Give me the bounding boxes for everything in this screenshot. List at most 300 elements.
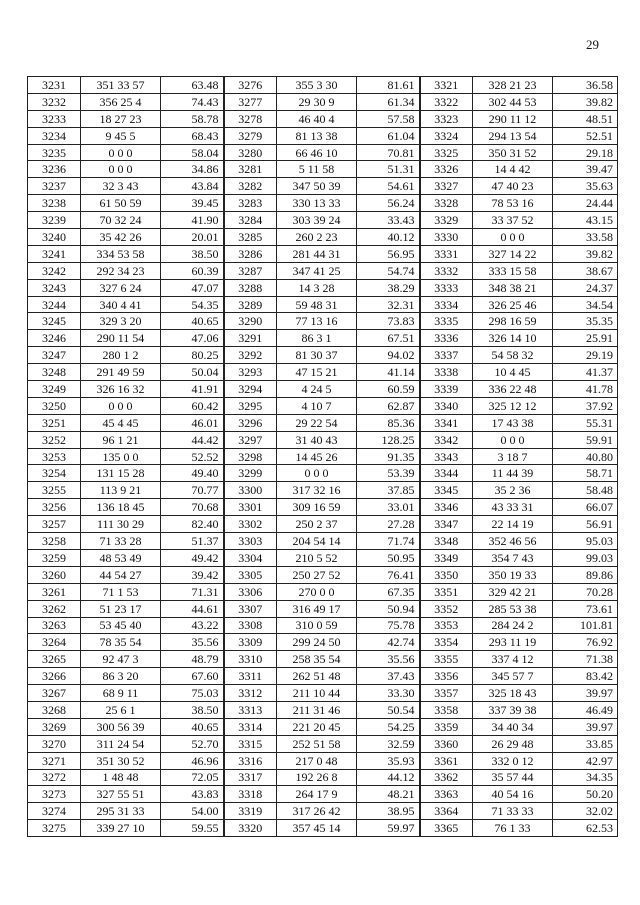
point-number-cell: 3300: [224, 482, 277, 499]
point-number-cell: 3279: [224, 127, 277, 144]
distance-cell: 58.04: [161, 144, 224, 161]
angle-cell: 35 57 44: [473, 769, 553, 786]
point-number-cell: 3298: [224, 448, 277, 465]
distance-cell: 59.55: [161, 820, 224, 837]
angle-cell: 113 9 21: [81, 482, 161, 499]
angle-cell: 135 0 0: [81, 448, 161, 465]
table-row: [28, 718, 618, 735]
point-number-cell: 3240: [28, 229, 81, 246]
distance-cell: 52.70: [161, 735, 224, 752]
distance-cell: 35.35: [553, 313, 618, 330]
angle-cell: 332 0 12: [473, 752, 553, 769]
survey-data-table: [27, 76, 618, 837]
table-row: [28, 110, 618, 127]
point-number-cell: 3255: [28, 482, 81, 499]
angle-cell: 18 27 23: [81, 110, 161, 127]
table-row: [28, 803, 618, 820]
angle-cell: 47 40 23: [473, 178, 553, 195]
distance-cell: 39.82: [553, 245, 618, 262]
table-row: [28, 701, 618, 718]
point-number-cell: 3249: [28, 381, 81, 398]
angle-cell: 45 4 45: [81, 414, 161, 431]
distance-cell: 43.84: [161, 178, 224, 195]
point-number-cell: 3344: [420, 465, 473, 482]
point-number-cell: 3247: [28, 347, 81, 364]
distance-cell: 68.43: [161, 127, 224, 144]
angle-cell: 326 14 10: [473, 330, 553, 347]
distance-cell: 44.61: [161, 600, 224, 617]
angle-cell: 351 30 52: [81, 752, 161, 769]
point-number-cell: 3329: [420, 212, 473, 229]
distance-cell: 82.40: [161, 516, 224, 533]
table-row: [28, 752, 618, 769]
distance-cell: 46.96: [161, 752, 224, 769]
angle-cell: 0 0 0: [277, 465, 357, 482]
point-number-cell: 3238: [28, 195, 81, 212]
angle-cell: 347 50 39: [277, 178, 357, 195]
angle-cell: 336 22 48: [473, 381, 553, 398]
angle-cell: 310 0 59: [277, 617, 357, 634]
table-row: [28, 313, 618, 330]
angle-cell: 285 53 38: [473, 600, 553, 617]
angle-cell: 192 26 8: [277, 769, 357, 786]
point-number-cell: 3248: [28, 364, 81, 381]
distance-cell: 76.92: [553, 634, 618, 651]
point-number-cell: 3303: [224, 533, 277, 550]
table-row: [28, 448, 618, 465]
angle-cell: 61 50 59: [81, 195, 161, 212]
point-number-cell: 3309: [224, 634, 277, 651]
angle-cell: 250 27 52: [277, 566, 357, 583]
distance-cell: 34.86: [161, 161, 224, 178]
angle-cell: 0 0 0: [473, 431, 553, 448]
point-number-cell: 3292: [224, 347, 277, 364]
distance-cell: 70.81: [357, 144, 420, 161]
distance-cell: 33.30: [357, 685, 420, 702]
table-row: [28, 245, 618, 262]
angle-cell: 4 10 7: [277, 397, 357, 414]
distance-cell: 54.25: [357, 718, 420, 735]
table-row: [28, 397, 618, 414]
distance-cell: 54.35: [161, 296, 224, 313]
distance-cell: 32.31: [357, 296, 420, 313]
distance-cell: 83.42: [553, 668, 618, 685]
distance-cell: 66.07: [553, 499, 618, 516]
angle-cell: 337 4 12: [473, 651, 553, 668]
distance-cell: 70.68: [161, 499, 224, 516]
table-row: [28, 127, 618, 144]
point-number-cell: 3333: [420, 279, 473, 296]
point-number-cell: 3250: [28, 397, 81, 414]
angle-cell: 217 0 48: [277, 752, 357, 769]
distance-cell: 42.74: [357, 634, 420, 651]
table-row: [28, 651, 618, 668]
point-number-cell: 3302: [224, 516, 277, 533]
angle-cell: 35 2 36: [473, 482, 553, 499]
angle-cell: 32 3 43: [81, 178, 161, 195]
point-number-cell: 3346: [420, 499, 473, 516]
point-number-cell: 3360: [420, 735, 473, 752]
distance-cell: 42.97: [553, 752, 618, 769]
distance-cell: 35.56: [357, 651, 420, 668]
table-row: [28, 668, 618, 685]
angle-cell: 86 3 1: [277, 330, 357, 347]
point-number-cell: 3334: [420, 296, 473, 313]
distance-cell: 71.31: [161, 583, 224, 600]
angle-cell: 211 31 46: [277, 701, 357, 718]
distance-cell: 58.78: [161, 110, 224, 127]
distance-cell: 49.40: [161, 465, 224, 482]
distance-cell: 70.28: [553, 583, 618, 600]
point-number-cell: 3323: [420, 110, 473, 127]
angle-cell: 29 22 54: [277, 414, 357, 431]
distance-cell: 63.48: [161, 77, 224, 94]
angle-cell: 78 35 54: [81, 634, 161, 651]
angle-cell: 0 0 0: [81, 144, 161, 161]
distance-cell: 33.43: [357, 212, 420, 229]
distance-cell: 44.12: [357, 769, 420, 786]
point-number-cell: 3290: [224, 313, 277, 330]
distance-cell: 43.83: [161, 786, 224, 803]
point-number-cell: 3254: [28, 465, 81, 482]
table-row: [28, 685, 618, 702]
angle-cell: 355 3 30: [277, 77, 357, 94]
point-number-cell: 3237: [28, 178, 81, 195]
angle-cell: 51 23 17: [81, 600, 161, 617]
distance-cell: 33.01: [357, 499, 420, 516]
angle-cell: 356 25 4: [81, 93, 161, 110]
distance-cell: 37.92: [553, 397, 618, 414]
point-number-cell: 3293: [224, 364, 277, 381]
angle-cell: 0 0 0: [81, 397, 161, 414]
point-number-cell: 3354: [420, 634, 473, 651]
angle-cell: 59 48 31: [277, 296, 357, 313]
distance-cell: 94.02: [357, 347, 420, 364]
distance-cell: 91.35: [357, 448, 420, 465]
point-number-cell: 3232: [28, 93, 81, 110]
distance-cell: 38.67: [553, 262, 618, 279]
angle-cell: 14 45 26: [277, 448, 357, 465]
angle-cell: 78 53 16: [473, 195, 553, 212]
angle-cell: 298 16 59: [473, 313, 553, 330]
point-number-cell: 3308: [224, 617, 277, 634]
angle-cell: 26 29 48: [473, 735, 553, 752]
angle-cell: 299 24 50: [277, 634, 357, 651]
point-number-cell: 3336: [420, 330, 473, 347]
point-number-cell: 3234: [28, 127, 81, 144]
point-number-cell: 3258: [28, 533, 81, 550]
angle-cell: 280 1 2: [81, 347, 161, 364]
angle-cell: 131 15 28: [81, 465, 161, 482]
angle-cell: 327 14 22: [473, 245, 553, 262]
distance-cell: 35.56: [161, 634, 224, 651]
point-number-cell: 3269: [28, 718, 81, 735]
distance-cell: 51.37: [161, 533, 224, 550]
point-number-cell: 3266: [28, 668, 81, 685]
angle-cell: 71 33 33: [473, 803, 553, 820]
distance-cell: 59.97: [357, 820, 420, 837]
angle-cell: 260 2 23: [277, 229, 357, 246]
point-number-cell: 3291: [224, 330, 277, 347]
distance-cell: 54.74: [357, 262, 420, 279]
angle-cell: 281 44 31: [277, 245, 357, 262]
distance-cell: 41.91: [161, 381, 224, 398]
angle-cell: 334 53 58: [81, 245, 161, 262]
point-number-cell: 3305: [224, 566, 277, 583]
distance-cell: 38.50: [161, 245, 224, 262]
angle-cell: 326 25 46: [473, 296, 553, 313]
distance-cell: 38.95: [357, 803, 420, 820]
angle-cell: 31 40 43: [277, 431, 357, 448]
distance-cell: 35.93: [357, 752, 420, 769]
distance-cell: 37.43: [357, 668, 420, 685]
point-number-cell: 3352: [420, 600, 473, 617]
point-number-cell: 3331: [420, 245, 473, 262]
point-number-cell: 3338: [420, 364, 473, 381]
point-number-cell: 3282: [224, 178, 277, 195]
distance-cell: 32.02: [553, 803, 618, 820]
table-row: [28, 566, 618, 583]
distance-cell: 39.47: [553, 161, 618, 178]
point-number-cell: 3277: [224, 93, 277, 110]
point-number-cell: 3335: [420, 313, 473, 330]
table-row: [28, 465, 618, 482]
point-number-cell: 3286: [224, 245, 277, 262]
distance-cell: 99.03: [553, 549, 618, 566]
distance-cell: 74.43: [161, 93, 224, 110]
distance-cell: 50.04: [161, 364, 224, 381]
distance-cell: 46.01: [161, 414, 224, 431]
distance-cell: 41.37: [553, 364, 618, 381]
table-row: [28, 482, 618, 499]
angle-cell: 25 6 1: [81, 701, 161, 718]
angle-cell: 330 13 33: [277, 195, 357, 212]
distance-cell: 44.42: [161, 431, 224, 448]
angle-cell: 290 11 12: [473, 110, 553, 127]
point-number-cell: 3271: [28, 752, 81, 769]
distance-cell: 27.28: [357, 516, 420, 533]
distance-cell: 39.97: [553, 685, 618, 702]
distance-cell: 41.90: [161, 212, 224, 229]
point-number-cell: 3301: [224, 499, 277, 516]
angle-cell: 327 55 51: [81, 786, 161, 803]
distance-cell: 95.03: [553, 533, 618, 550]
point-number-cell: 3276: [224, 77, 277, 94]
angle-cell: 4 24 5: [277, 381, 357, 398]
point-number-cell: 3339: [420, 381, 473, 398]
distance-cell: 39.45: [161, 195, 224, 212]
distance-cell: 54.61: [357, 178, 420, 195]
point-number-cell: 3233: [28, 110, 81, 127]
point-number-cell: 3358: [420, 701, 473, 718]
point-number-cell: 3261: [28, 583, 81, 600]
distance-cell: 40.12: [357, 229, 420, 246]
angle-cell: 252 51 58: [277, 735, 357, 752]
angle-cell: 46 40 4: [277, 110, 357, 127]
table-row: [28, 735, 618, 752]
angle-cell: 264 17 9: [277, 786, 357, 803]
point-number-cell: 3313: [224, 701, 277, 718]
point-number-cell: 3260: [28, 566, 81, 583]
angle-cell: 295 31 33: [81, 803, 161, 820]
point-number-cell: 3347: [420, 516, 473, 533]
angle-cell: 350 19 33: [473, 566, 553, 583]
point-number-cell: 3319: [224, 803, 277, 820]
table-row: [28, 533, 618, 550]
distance-cell: 33.85: [553, 735, 618, 752]
angle-cell: 340 4 41: [81, 296, 161, 313]
point-number-cell: 3239: [28, 212, 81, 229]
angle-cell: 350 31 52: [473, 144, 553, 161]
angle-cell: 303 39 24: [277, 212, 357, 229]
distance-cell: 36.58: [553, 77, 618, 94]
point-number-cell: 3263: [28, 617, 81, 634]
angle-cell: 0 0 0: [473, 229, 553, 246]
distance-cell: 53.39: [357, 465, 420, 482]
point-number-cell: 3324: [420, 127, 473, 144]
angle-cell: 66 46 10: [277, 144, 357, 161]
distance-cell: 58.48: [553, 482, 618, 499]
point-number-cell: 3332: [420, 262, 473, 279]
distance-cell: 71.74: [357, 533, 420, 550]
angle-cell: 14 3 28: [277, 279, 357, 296]
point-number-cell: 3231: [28, 77, 81, 94]
distance-cell: 37.85: [357, 482, 420, 499]
distance-cell: 51.31: [357, 161, 420, 178]
angle-cell: 9 45 5: [81, 127, 161, 144]
angle-cell: 204 54 14: [277, 533, 357, 550]
angle-cell: 111 30 29: [81, 516, 161, 533]
point-number-cell: 3326: [420, 161, 473, 178]
distance-cell: 48.21: [357, 786, 420, 803]
point-number-cell: 3363: [420, 786, 473, 803]
point-number-cell: 3287: [224, 262, 277, 279]
point-number-cell: 3340: [420, 397, 473, 414]
angle-cell: 357 45 14: [277, 820, 357, 837]
point-number-cell: 3317: [224, 769, 277, 786]
distance-cell: 29.19: [553, 347, 618, 364]
distance-cell: 60.59: [357, 381, 420, 398]
angle-cell: 35 42 26: [81, 229, 161, 246]
point-number-cell: 3281: [224, 161, 277, 178]
table-row: [28, 617, 618, 634]
distance-cell: 40.65: [161, 718, 224, 735]
distance-cell: 76.41: [357, 566, 420, 583]
point-number-cell: 3362: [420, 769, 473, 786]
distance-cell: 39.82: [553, 93, 618, 110]
distance-cell: 56.91: [553, 516, 618, 533]
angle-cell: 92 47 3: [81, 651, 161, 668]
distance-cell: 128.25: [357, 431, 420, 448]
table-row: [28, 262, 618, 279]
table-row: [28, 549, 618, 566]
point-number-cell: 3244: [28, 296, 81, 313]
table-row: [28, 296, 618, 313]
angle-cell: 77 13 16: [277, 313, 357, 330]
angle-cell: 326 16 32: [81, 381, 161, 398]
angle-cell: 22 14 19: [473, 516, 553, 533]
angle-cell: 354 7 43: [473, 549, 553, 566]
point-number-cell: 3327: [420, 178, 473, 195]
point-number-cell: 3365: [420, 820, 473, 837]
table-row: [28, 347, 618, 364]
distance-cell: 40.80: [553, 448, 618, 465]
angle-cell: 270 0 0: [277, 583, 357, 600]
angle-cell: 53 45 40: [81, 617, 161, 634]
point-number-cell: 3278: [224, 110, 277, 127]
angle-cell: 325 12 12: [473, 397, 553, 414]
point-number-cell: 3316: [224, 752, 277, 769]
distance-cell: 48.79: [161, 651, 224, 668]
point-number-cell: 3256: [28, 499, 81, 516]
distance-cell: 57.58: [357, 110, 420, 127]
angle-cell: 48 53 49: [81, 549, 161, 566]
point-number-cell: 3289: [224, 296, 277, 313]
angle-cell: 70 32 24: [81, 212, 161, 229]
point-number-cell: 3284: [224, 212, 277, 229]
angle-cell: 1 48 48: [81, 769, 161, 786]
table-row: [28, 786, 618, 803]
point-number-cell: 3330: [420, 229, 473, 246]
distance-cell: 89.86: [553, 566, 618, 583]
angle-cell: 311 24 54: [81, 735, 161, 752]
table-row: [28, 144, 618, 161]
distance-cell: 41.14: [357, 364, 420, 381]
angle-cell: 290 11 54: [81, 330, 161, 347]
angle-cell: 337 39 38: [473, 701, 553, 718]
point-number-cell: 3295: [224, 397, 277, 414]
angle-cell: 29 30 9: [277, 93, 357, 110]
angle-cell: 221 20 45: [277, 718, 357, 735]
table-row: [28, 634, 618, 651]
angle-cell: 5 11 58: [277, 161, 357, 178]
distance-cell: 72.05: [161, 769, 224, 786]
angle-cell: 347 41 25: [277, 262, 357, 279]
distance-cell: 35.63: [553, 178, 618, 195]
distance-cell: 50.94: [357, 600, 420, 617]
angle-cell: 300 56 39: [81, 718, 161, 735]
point-number-cell: 3236: [28, 161, 81, 178]
point-number-cell: 3318: [224, 786, 277, 803]
distance-cell: 34.35: [553, 769, 618, 786]
distance-cell: 25.91: [553, 330, 618, 347]
point-number-cell: 3304: [224, 549, 277, 566]
point-number-cell: 3283: [224, 195, 277, 212]
point-number-cell: 3345: [420, 482, 473, 499]
table-row: [28, 161, 618, 178]
point-number-cell: 3285: [224, 229, 277, 246]
angle-cell: 325 18 43: [473, 685, 553, 702]
angle-cell: 81 30 37: [277, 347, 357, 364]
distance-cell: 75.03: [161, 685, 224, 702]
point-number-cell: 3267: [28, 685, 81, 702]
angle-cell: 0 0 0: [81, 161, 161, 178]
angle-cell: 40 54 16: [473, 786, 553, 803]
angle-cell: 17 43 38: [473, 414, 553, 431]
table-row: [28, 77, 618, 94]
point-number-cell: 3299: [224, 465, 277, 482]
point-number-cell: 3322: [420, 93, 473, 110]
point-number-cell: 3235: [28, 144, 81, 161]
distance-cell: 20.01: [161, 229, 224, 246]
distance-cell: 54.00: [161, 803, 224, 820]
point-number-cell: 3275: [28, 820, 81, 837]
angle-cell: 352 46 56: [473, 533, 553, 550]
point-number-cell: 3359: [420, 718, 473, 735]
table-row: [28, 381, 618, 398]
point-number-cell: 3264: [28, 634, 81, 651]
page-number: 29: [586, 37, 599, 52]
